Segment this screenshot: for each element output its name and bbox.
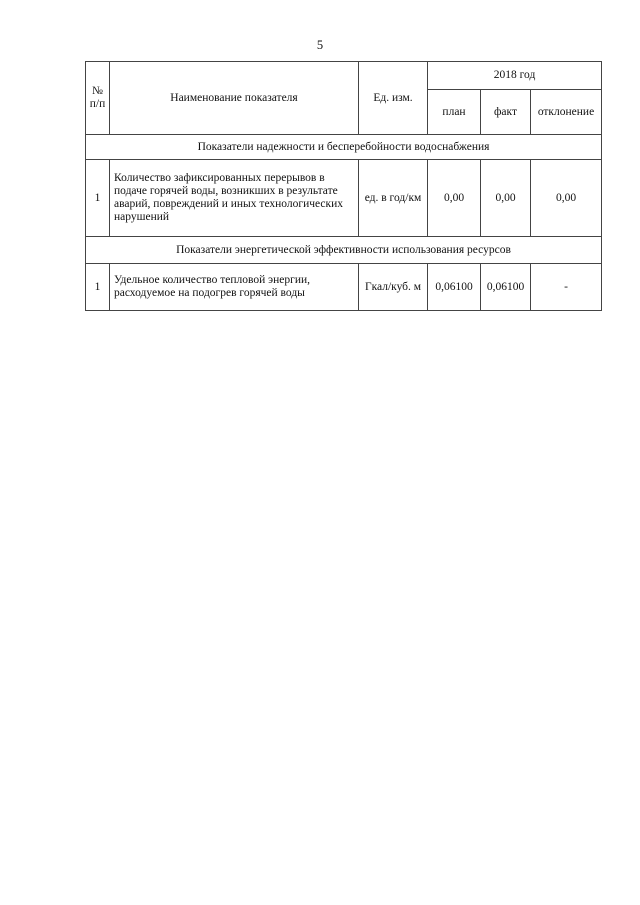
indicators-table — [85, 61, 602, 311]
row-name: Количество зафиксированных перерывов в подаче горячей воды, возникших в результате аварий, повреждений и иных технологических нарушений — [110, 160, 359, 237]
row-num: 1 — [86, 264, 110, 311]
header-deviation: отклонение — [531, 90, 602, 135]
section-title-row — [86, 237, 602, 264]
row-plan: 0,06100 — [428, 264, 481, 311]
table-row — [86, 160, 602, 237]
row-num: 1 — [86, 160, 110, 237]
row-fact: 0,00 — [481, 160, 531, 237]
section-title: Показатели надежности и бесперебойности водоснабжения — [86, 135, 602, 160]
header-year: 2018 год — [428, 62, 602, 90]
header-plan: план — [428, 90, 481, 135]
row-deviation: - — [531, 264, 602, 311]
header-fact: факт — [481, 90, 531, 135]
page-number: 5 — [316, 38, 324, 52]
row-fact: 0,06100 — [481, 264, 531, 311]
header-num: № п/п — [86, 62, 110, 135]
header-name: Наименование показателя — [110, 62, 359, 135]
row-unit: Гкал/куб. м — [359, 264, 428, 311]
row-name: Удельное количество тепловой энергии, расходуемое на подогрев горячей воды — [110, 264, 359, 311]
table-row — [86, 264, 602, 311]
header-unit: Ед. изм. — [359, 62, 428, 135]
section-title-row — [86, 135, 602, 160]
row-unit: ед. в год/км — [359, 160, 428, 237]
row-deviation: 0,00 — [531, 160, 602, 237]
row-plan: 0,00 — [428, 160, 481, 237]
header-row-top — [86, 62, 602, 90]
section-title: Показатели энергетической эффективности использования ресурсов — [86, 237, 602, 264]
